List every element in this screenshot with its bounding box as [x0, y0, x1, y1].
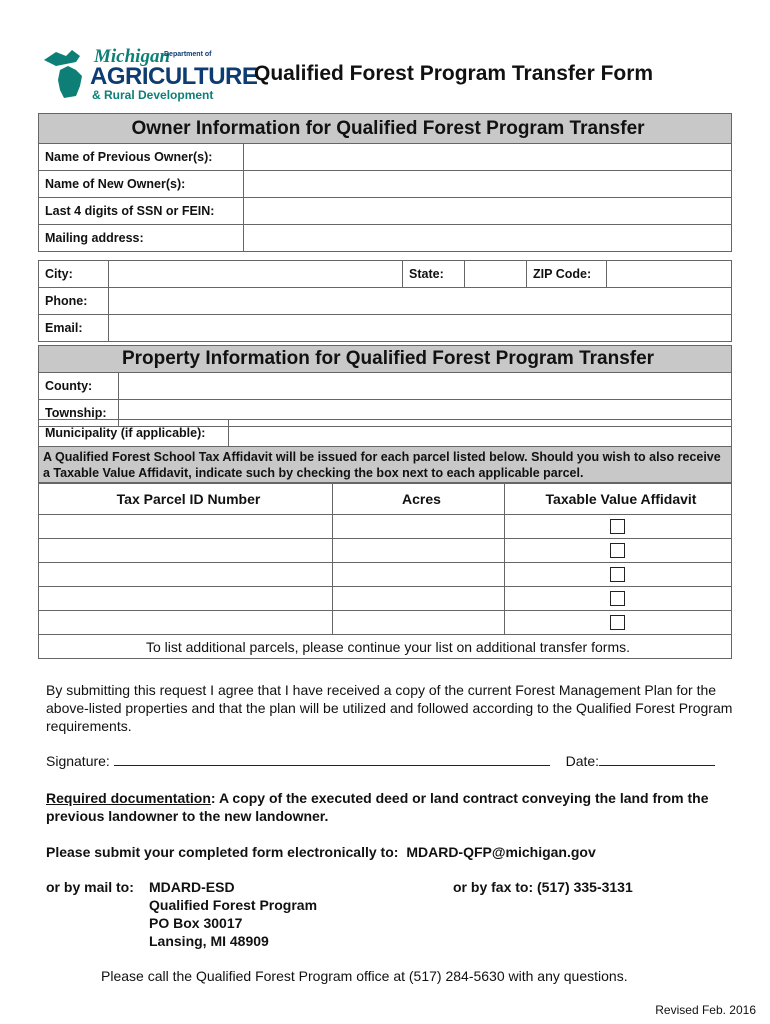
municipality-table: [38, 419, 732, 484]
phone-field[interactable]: [109, 288, 732, 315]
mail-line-2: Qualified Forest Program: [149, 897, 318, 913]
email-label: Email:: [39, 315, 109, 342]
affidavit-checkbox[interactable]: [610, 567, 625, 582]
submit-email[interactable]: MDARD-QFP@michigan.gov: [406, 844, 596, 860]
date-label: Date:: [565, 753, 600, 769]
county-field[interactable]: [119, 373, 732, 400]
parcel-id-field[interactable]: [39, 539, 333, 563]
acres-field[interactable]: [333, 611, 505, 635]
mail-address: [149, 878, 317, 950]
acres-field[interactable]: [333, 563, 505, 587]
mail-line-3: PO Box 30017: [149, 915, 243, 931]
col-acres: Acres: [333, 483, 505, 515]
date-field[interactable]: [599, 753, 715, 766]
required-doc: [46, 789, 736, 825]
logo-agriculture: AGRICULTURE: [90, 63, 258, 90]
mail-line-4: Lansing, MI 48909: [149, 933, 269, 949]
table-row: [39, 539, 732, 563]
col-parcel-id: Tax Parcel ID Number: [39, 483, 333, 515]
parcel-id-field[interactable]: [39, 563, 333, 587]
col-affidavit: Taxable Value Affidavit: [505, 483, 732, 515]
mdard-logo: [42, 44, 258, 102]
table-row: [39, 515, 732, 539]
parcel-id-field[interactable]: [39, 515, 333, 539]
table-row: [39, 563, 732, 587]
ssn-field[interactable]: [244, 198, 732, 225]
city-table: [38, 260, 732, 342]
required-doc-text: : A copy of the executed deed or land contract conveying the land from the previous landowner to the new landowner.: [46, 790, 709, 824]
parcel-note: A Qualified Forest School Tax Affidavit will be issued for each parcel listed below. Should you wish to also receive a Taxable Value Affidavit, indicate such by checking the box next to each applicable parcel.: [39, 447, 732, 484]
zip-field[interactable]: [607, 261, 732, 288]
table-row: [39, 611, 732, 635]
new-owner-label: Name of New Owner(s):: [39, 171, 244, 198]
submit-line: [46, 843, 596, 861]
new-owner-field[interactable]: [244, 171, 732, 198]
logo-dept: Department of: [164, 51, 212, 58]
owner-table: [38, 113, 732, 252]
parcel-id-field[interactable]: [39, 611, 333, 635]
signature-label: Signature:: [46, 753, 110, 769]
state-label: State:: [403, 261, 465, 288]
owner-heading: Owner Information for Qualified Forest Program Transfer: [39, 114, 732, 144]
state-field[interactable]: [465, 261, 527, 288]
email-field[interactable]: [109, 315, 732, 342]
logo-rural: & Rural Development: [92, 88, 214, 102]
acres-field[interactable]: [333, 539, 505, 563]
revised-date: Revised Feb. 2016: [655, 1003, 756, 1017]
fax-line: or by fax to: (517) 335-3131: [453, 879, 633, 895]
logo-michigan: Michigan: [94, 46, 171, 67]
prev-owner-field[interactable]: [244, 144, 732, 171]
township-label: Township:: [39, 400, 119, 427]
affidavit-checkbox[interactable]: [610, 615, 625, 630]
affidavit-checkbox[interactable]: [610, 519, 625, 534]
municipality-field[interactable]: [229, 420, 732, 447]
county-label: County:: [39, 373, 119, 400]
signature-row: [46, 752, 736, 770]
acres-field[interactable]: [333, 515, 505, 539]
municipality-label: Municipality (if applicable):: [39, 420, 229, 447]
agreement-text: By submitting this request I agree that I have received a copy of the current Forest Management Plan for the above-listed properties and that the plan will be utilized and followed according to the Qualified Forest Program requirements.: [46, 682, 733, 734]
zip-label: ZIP Code:: [527, 261, 607, 288]
page-title: Qualified Forest Program Transfer Form: [254, 62, 654, 85]
required-doc-label: Required documentation: [46, 790, 211, 806]
property-table: [38, 345, 732, 427]
city-field[interactable]: [109, 261, 403, 288]
mail-label: or by mail to:: [46, 879, 134, 895]
affidavit-checkbox[interactable]: [610, 543, 625, 558]
acres-field[interactable]: [333, 587, 505, 611]
mailing-field[interactable]: [244, 225, 732, 252]
parcel-id-field[interactable]: [39, 587, 333, 611]
city-label: City:: [39, 261, 109, 288]
signature-field[interactable]: [114, 753, 550, 766]
mailing-label: Mailing address:: [39, 225, 244, 252]
property-heading: Property Information for Qualified Forest Program Transfer: [39, 346, 732, 373]
parcel-table: [38, 482, 732, 659]
mail-line-1: MDARD-ESD: [149, 879, 235, 895]
prev-owner-label: Name of Previous Owner(s):: [39, 144, 244, 171]
call-note: Please call the Qualified Forest Program office at (517) 284-5630 with any questions.: [101, 968, 628, 984]
submit-text: Please submit your completed form electronically to:: [46, 844, 399, 860]
affidavit-checkbox[interactable]: [610, 591, 625, 606]
continue-note: To list additional parcels, please continue your list on additional transfer forms.: [39, 635, 732, 659]
phone-label: Phone:: [39, 288, 109, 315]
michigan-map-icon: [42, 46, 92, 102]
ssn-label: Last 4 digits of SSN or FEIN:: [39, 198, 244, 225]
table-row: [39, 587, 732, 611]
